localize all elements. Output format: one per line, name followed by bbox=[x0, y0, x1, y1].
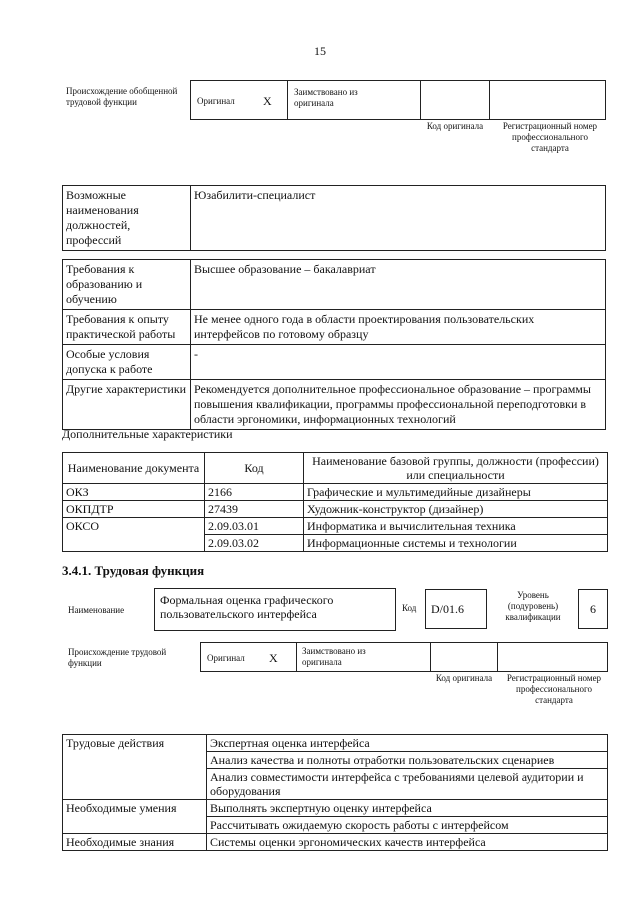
additional-name: Информационные системы и технологии bbox=[304, 535, 608, 552]
origin2-code-caption: Код оригинала bbox=[435, 673, 493, 683]
function-level-box bbox=[578, 589, 608, 629]
additional-header-name: Наименование базовой группы, должности (профессии) или специальности bbox=[304, 453, 608, 484]
additional-doc bbox=[63, 535, 205, 552]
requirement-value: Высшее образование – бакалавриат bbox=[191, 260, 606, 310]
origin2-code-cell bbox=[430, 642, 498, 672]
origin-reg-cell bbox=[489, 80, 606, 120]
requirement-label: Другие характеристики bbox=[63, 380, 191, 430]
additional-doc: ОКСО bbox=[63, 518, 205, 535]
origin2-reg-cell bbox=[497, 642, 608, 672]
function-level-value: 6 bbox=[590, 602, 596, 616]
requirement-label: Особые условия допуска к работе bbox=[63, 345, 191, 380]
work-skill: Выполнять экспертную оценку интерфейса bbox=[207, 800, 608, 817]
requirement-value: Не менее одного года в области проектирования пользовательских интерфейсов по готовому образцу bbox=[191, 310, 606, 345]
additional-header-code: Код bbox=[205, 453, 304, 484]
origin2-label: Происхождение трудовой функции bbox=[68, 647, 167, 668]
origin2-borrowed-cell bbox=[296, 642, 431, 672]
origin-code-caption: Код оригинала bbox=[426, 121, 484, 131]
work-skills-label: Необходимые умения bbox=[63, 800, 207, 834]
origin2-original-label: Оригинал bbox=[207, 653, 245, 663]
function-name-label: Наименование bbox=[68, 605, 125, 615]
requirement-value: Рекомендуется дополнительное профессиональное образование – программы повышения квалификации, программы профессиональной переподготовки в области эргономики, информационных технологий bbox=[191, 380, 606, 430]
table-row bbox=[63, 518, 608, 535]
table-row bbox=[63, 535, 608, 552]
positions-label: Возможные наименования должностей, профессий bbox=[63, 186, 191, 251]
function-code-value: D/01.6 bbox=[431, 602, 464, 616]
origin-reg-caption: Регистрационный номер профессионального стандарта bbox=[502, 121, 598, 153]
additional-table bbox=[62, 452, 608, 552]
work-skill: Рассчитывать ожидаемую скорость работы с интерфейсом bbox=[207, 817, 608, 834]
origin2-original-mark: X bbox=[269, 651, 278, 665]
page-number: 15 bbox=[314, 44, 326, 58]
work-action: Анализ качества и полноты отработки пользовательских сценариев bbox=[207, 752, 608, 769]
additional-heading: Дополнительные характеристики bbox=[62, 427, 233, 441]
requirement-label: Требования к опыту практической работы bbox=[63, 310, 191, 345]
function-name-box bbox=[154, 588, 396, 631]
additional-name: Информатика и вычислительная техника bbox=[304, 518, 608, 535]
additional-code: 27439 bbox=[205, 501, 304, 518]
origin-borrowed-label: Заимствовано из оригинала bbox=[294, 87, 358, 108]
additional-name: Художник-конструктор (дизайнер) bbox=[304, 501, 608, 518]
function-code-box bbox=[425, 589, 487, 629]
origin-original-mark: X bbox=[263, 94, 272, 108]
origin2-reg-caption: Регистрационный номер профессионального стандарта bbox=[506, 673, 602, 705]
additional-header-doc: Наименование документа bbox=[63, 453, 205, 484]
origin2-borrowed-label: Заимствовано из оригинала bbox=[302, 646, 366, 667]
work-action: Экспертная оценка интерфейса bbox=[207, 735, 608, 752]
additional-code: 2166 bbox=[205, 484, 304, 501]
origin-original-label: Оригинал bbox=[197, 96, 235, 106]
requirements-table bbox=[62, 259, 606, 430]
additional-doc: ОКЗ bbox=[63, 484, 205, 501]
origin-borrowed-cell bbox=[287, 80, 421, 120]
additional-name: Графические и мультимедийные дизайнеры bbox=[304, 484, 608, 501]
function-code-label: Код bbox=[402, 603, 417, 613]
requirement-label: Требования к образованию и обучению bbox=[63, 260, 191, 310]
table-row bbox=[63, 484, 608, 501]
origin-label: Происхождение обобщенной трудовой функции bbox=[66, 86, 178, 107]
additional-code: 2.09.03.01 bbox=[205, 518, 304, 535]
work-actions-label: Трудовые действия bbox=[63, 735, 207, 800]
positions-table bbox=[62, 185, 606, 251]
origin-original-cell bbox=[190, 80, 288, 120]
additional-code: 2.09.03.02 bbox=[205, 535, 304, 552]
requirement-value: - bbox=[191, 345, 606, 380]
origin-code-cell bbox=[420, 80, 490, 120]
work-knowledge-label: Необходимые знания bbox=[63, 834, 207, 851]
function-name-value: Формальная оценка графического пользовательского интерфейса bbox=[160, 593, 334, 621]
positions-value: Юзабилити-специалист bbox=[191, 186, 606, 251]
table-row bbox=[63, 501, 608, 518]
origin2-original-cell bbox=[200, 642, 297, 672]
work-action: Анализ совместимости интерфейса с требованиями целевой аудитории и оборудования bbox=[207, 769, 608, 800]
work-table bbox=[62, 734, 608, 851]
function-heading: 3.4.1. Трудовая функция bbox=[62, 563, 205, 578]
additional-doc: ОКПДТР bbox=[63, 501, 205, 518]
work-knowledge: Системы оценки эргономических качеств интерфейса bbox=[207, 834, 608, 851]
function-level-label: Уровень (подуровень) квалификации bbox=[505, 590, 561, 622]
